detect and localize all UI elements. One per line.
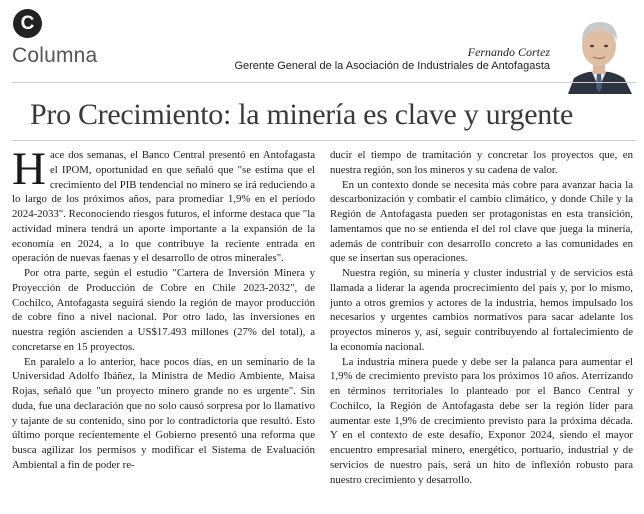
article-paragraph: ducir el tiempo de tramitación y concretar los proyectos que, en nuestra región, son los mineros y su cadena de valor. bbox=[330, 149, 633, 176]
title-divider bbox=[12, 140, 636, 141]
author-name: Fernando Cortez bbox=[467, 45, 550, 59]
drop-cap: H bbox=[12, 143, 46, 195]
article-title: Pro Crecimiento: la minería es clave y urgente bbox=[30, 98, 573, 131]
article-paragraph: La industria minera puede y debe ser la palanca para aumentar el 1,9% de crecimiento previsto para los próximos 10 años. Aterrizando en términos territoriales lo planteado por el Banco Central y Cochilco, la Región de Antofagasta debe ser la región líder para aumentar este 1,9% de crecimiento previsto para la próxima década. Y en el contexto de este desafío, Exponor 2024, siendo el mayor encuentro empresarial minero, energético, portuario, industrial y de servicios de nuestro país, será un hito de inflexión robusto para nuestro crecimiento y desarrollo. bbox=[330, 355, 633, 486]
article-paragraph: En un contexto donde se necesita más cobre para avanzar hacia la descarbonización y combatir el cambio climático, y donde Chile y la Región de Antofagasta pueden ser protagonistas en esta transición, lamentamos que no se entienda el del rol clave que juega la minería, además de contribuir con desarrollo concreto a las comunidades en que se insertan sus operaciones. bbox=[330, 178, 633, 265]
header-divider bbox=[12, 82, 636, 83]
article-column-right bbox=[330, 148, 633, 487]
author-role: Gerente General de la Asociación de Industriales de Antofagasta bbox=[234, 60, 550, 72]
section-badge: C bbox=[13, 9, 42, 38]
article-paragraph: En paralelo a lo anterior, hace pocos días, en un seminario de la Universidad Adolfo Ibáñez, la Ministra de Medio Ambiente, Maisa Rojas, señaló que "un proyecto minero grande no es urgente". Sin duda, fue una declaración que no solo causó sorpresa por lo llamativo y tajante de su contenido, sino por lo contradictoria que resultó. Esto último porque recientemente el Gobierno presentó una reforma que busca agilizar los permisos y modificar el Sistema de Evaluación Ambiental a fin de poder re- bbox=[12, 355, 315, 471]
article-paragraph: Por otra parte, según el estudio "Cartera de Inversión Minera y Proyección de Producción de Cobre en Chile 2023-2032", de Cochilco, Antofagasta seguirá siendo la región de mayor producción de cobre fino a nivel nacional. Por otro lado, las inversiones en nuestra región ascienden a US$17.493 millones (27% del total), a concretarse en 15 proyectos. bbox=[12, 267, 315, 353]
article-paragraph: Nuestra región, su minería y cluster industrial y de servicios está llamada a liderar la agenda procrecimiento del país y, por lo mismo, junto a otros gremios y actores de la industria, hemos impulsado los necesarios y urgentes cambios normativos para sacar adelante los proyectos mineros y, así, seguir contribuyendo al fortalecimiento de la economía nacional. bbox=[330, 267, 633, 353]
article-paragraph: Hace dos semanas, el Banco Central presentó en Antofagasta el IPOM, oportunidad en que señaló que "se estima que el crecimiento del PIB tendencial no minero se irá reduciendo a lo largo de los próximos años, para promediar 1,9% en el período 2024-2033". Reconociendo riesgos futuros, el informe destaca que "la actividad minera tendrá un aporte importante a la expansión de la economía en 2024, a lo que contribuye la reciente entrada en operación de nuevas faenas y el desarrollo de otros minerales". bbox=[12, 143, 315, 265]
article-column-left bbox=[12, 143, 315, 473]
section-label: Columna bbox=[12, 44, 98, 67]
